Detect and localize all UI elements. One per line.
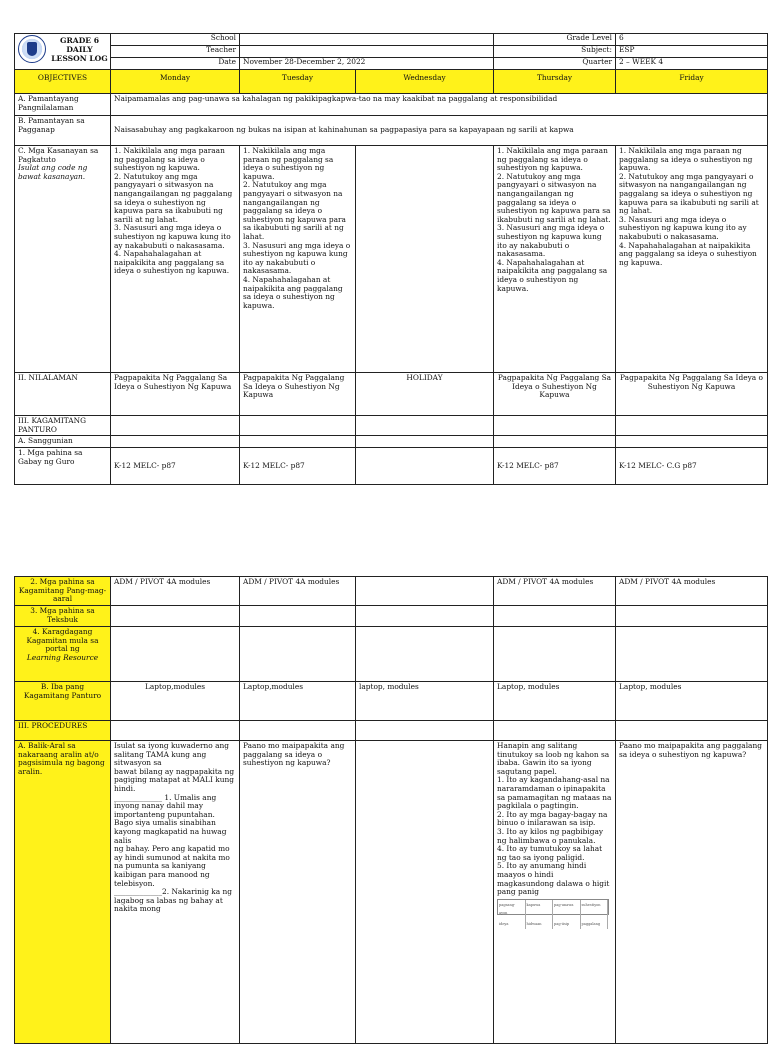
- kasanayan-friday: 1. Nakikilala ang mga paraan ng paggalang sa ideya o suhestiyon ng kapuwa. 2. Natutukoy ang mga pangyayari o sitwasyon na nangangailangan ng paggalang sa ideya o suhestiyon ng kapuwa para sa ikabubuti ng sarili at ng lahat. 3. Nasusuri ang mga ideya o suhestiyon ng kapuwa kung ito ay nakabubuti o nakasasama. 4. Napahahalagahan at naipakikita ang paggalang sa ideya o suhestiyon ng kapuwa.: [619, 146, 759, 267]
- date-value[interactable]: November 28-December 2, 2022: [240, 58, 494, 70]
- nilalaman-monday: Pagpapakita Ng Paggalang Sa Ideya o Suhestiyon Ng Kapuwa: [111, 373, 240, 416]
- row-balik-aral: [15, 741, 768, 1044]
- day-monday: Monday: [111, 70, 240, 94]
- kasanayan-note: Isulat ang code ng bawat kasanayan.: [18, 163, 88, 181]
- iba-thursday: Laptop, modules: [494, 682, 616, 721]
- cell-friday: [616, 146, 768, 373]
- teacher-value[interactable]: [240, 46, 494, 58]
- row-iba-pang-kagamitan: [15, 682, 768, 721]
- cell-monday: [111, 146, 240, 373]
- school-value[interactable]: [240, 34, 494, 46]
- day-tuesday: Tuesday: [240, 70, 356, 94]
- balik-friday: Paano mo maipapakita ang paggalang sa ideya o suhestiyon ng kapuwa?: [619, 741, 765, 759]
- row-kagamitang-mag-aaral: [15, 577, 768, 606]
- cell-monday: [111, 741, 240, 1044]
- nilalaman-thursday: Pagpapakita Ng Paggalang Sa Ideya o Suhestiyon Ng Kapuwa: [494, 373, 616, 416]
- iba-tuesday: Laptop,modules: [240, 682, 356, 721]
- row-label: A. Sanggunian: [15, 436, 111, 448]
- word-box-cell: pagsang-ayon: [498, 900, 526, 919]
- row-gabay-guro: [15, 448, 768, 485]
- word-box-cell: hidwaan: [526, 919, 554, 930]
- gabay-monday: K-12 MELC- p87: [111, 448, 240, 485]
- header-row-date: [15, 58, 768, 70]
- kag-monday: ADM / PIVOT 4A modules: [111, 577, 240, 606]
- row-nilalaman: [15, 373, 768, 416]
- word-box-cell: paggalang: [581, 919, 609, 930]
- balik-monday: Isulat sa iyong kuwaderno ang salitang TAMA kung ang sitwasyon sa bawat bilang ay nagpapakita ng pagiging matapat at MALI kung hindi. _____________ 1. Umalis ang inyong nanay dahil may importanteng pupuntahan. Bago siya umalis sinabihan kayong magkapatid na huwag aalis ng bahay. Pero ang kapatid mo ay hindi sumunod at nakita mo na pumunta sa kaniyang kaibigan para manood ng telebisyon. _____________2. Nakarinig ka ng lagabog sa labas ng bahay at nakita mong: [114, 741, 235, 914]
- row-label: B. Pamantayan sa Pagganap: [15, 116, 111, 146]
- objectives-header: OBJECTIVES: [15, 70, 111, 94]
- title-cell: [15, 34, 111, 70]
- karagdagang-label: 4. Karagdagang Kagamitan mula sa portal ng: [26, 627, 99, 654]
- cell-wednesday: [356, 741, 494, 1044]
- kasanayan-monday: 1. Nakikilala ang mga paraan ng paggalang sa ideya o suhestiyon ng kapuwa. 2. Natutukoy ang mga pangyayari o sitwasyon na nangangailangan ng paggalang sa ideya o suhestiyon ng kapuwa para sa ikabubuti ng sarili at ng lahat. 3. Nasusuri ang mga ideya o suhestiyon ng kapuwa kung ito ay nakabubuti o nakasasama. 4. Napahahalagahan at naipakikita ang paggalang sa ideya o suhestiyon ng kapuwa.: [114, 146, 233, 276]
- row-text: Naisasabuhay ang pagkakaroon ng bukas na isipan at kahinahunan sa pagpapasiya para sa kapayapaan ng sarili at kapwa: [111, 116, 768, 146]
- row-label: B. Iba pang Kagamitang Panturo: [15, 682, 111, 721]
- row-pamantayan-sa-pagganap: [15, 116, 768, 146]
- quarter-value[interactable]: 2 – WEEK 4: [616, 58, 768, 70]
- school-label: School: [111, 34, 240, 46]
- grade-level-value[interactable]: 6: [616, 34, 768, 46]
- row-label: 3. Mga pahina sa Teksbuk: [15, 606, 111, 627]
- kasanayan-label: C. Mga Kasanayan sa Pagkatuto: [18, 146, 99, 164]
- teacher-label: Teacher: [111, 46, 240, 58]
- day-wednesday: Wednesday: [356, 70, 494, 94]
- nilalaman-tuesday: Pagpapakita Ng Paggalang Sa Ideya o Suhestiyon Ng Kapuwa: [240, 373, 356, 416]
- cell-tuesday: [240, 741, 356, 1044]
- cell-tuesday: [240, 146, 356, 373]
- nilalaman-friday: Pagpapakita Ng Paggalang Sa Ideya o Suhestiyon Ng Kapuwa: [616, 373, 768, 416]
- days-row: [15, 70, 768, 94]
- row-kasanayan: [15, 146, 768, 373]
- header-row-teacher: [15, 46, 768, 58]
- cell-wednesday: [356, 146, 494, 373]
- grade-line: GRADE 6: [60, 36, 99, 45]
- log-title: DAILY LESSON LOG: [51, 45, 108, 63]
- iba-friday: Laptop, modules: [616, 682, 768, 721]
- lesson-log-table-page-2: [14, 576, 768, 1044]
- row-label: 2. Mga pahina sa Kagamitang Pang-mag-aaral: [15, 577, 111, 606]
- row-label: A. Balik-Aral sa nakaraang aralin at/o pagsisimula ng bagong aralin.: [15, 741, 111, 1044]
- lesson-log-table-page-1: [14, 33, 768, 485]
- gabay-thursday: K-12 MELC- p87: [494, 448, 616, 485]
- balik-thursday: Hanapin ang salitang tinutukoy sa loob ng kahon sa ibaba. Gawin ito sa iyong sagutang papel. 1. Ito ay kagandahang-asal na nararamdaman o ipinapakita sa pamamagitan ng mataas na pagkilala o pagtingin. 2. Ito ay mga bagay-bagay na binuo o inilarawan sa isip. 3. Ito ay kilos ng pagbibigay ng halimbawa o panukala. 4. Ito ay tumutukoy sa lahat ng tao sa iyong paligid. 5. Ito ay anumang hindi maayos o hindi magkasundong dalawa o higit pang panig: [497, 741, 612, 897]
- word-box-cell: ideya: [498, 919, 526, 930]
- row-label: [15, 627, 111, 682]
- subject-label: Subject:: [494, 46, 616, 58]
- word-box-cell: pag-iisip: [553, 919, 581, 930]
- kag-tuesday: ADM / PIVOT 4A modules: [240, 577, 356, 606]
- cell-thursday: [494, 146, 616, 373]
- cell-thursday: [494, 741, 616, 1044]
- nilalaman-wednesday: HOLIDAY: [356, 373, 494, 416]
- word-box-table: [497, 899, 609, 926]
- row-label: A. Pamantayang Pangnilalaman: [15, 94, 111, 116]
- date-label: Date: [111, 58, 240, 70]
- row-kagamitang-panturo: [15, 416, 768, 436]
- gabay-wednesday: [356, 448, 494, 485]
- iba-monday: Laptop,modules: [111, 682, 240, 721]
- row-procedures: [15, 721, 768, 741]
- day-friday: Friday: [616, 70, 768, 94]
- gabay-friday: K-12 MELC- C.G p87: [616, 448, 768, 485]
- quarter-label: Quarter: [494, 58, 616, 70]
- row-pamantayang-pangnilalaman: [15, 94, 768, 116]
- row-karagdagang-kagamitan: [15, 627, 768, 682]
- row-label: III. PROCEDURES: [15, 721, 111, 741]
- word-box-cell: pag-unawa: [553, 900, 581, 919]
- row-label: II. NILALAMAN: [15, 373, 111, 416]
- learning-resource-label: Learning Resource: [26, 652, 99, 662]
- gabay-tuesday: K-12 MELC- p87: [240, 448, 356, 485]
- deped-seal-icon: [18, 35, 46, 63]
- iba-wednesday: laptop, modules: [356, 682, 494, 721]
- kasanayan-thursday: 1. Nakikilala ang mga paraan ng paggalang sa ideya o suhestiyon ng kapuwa. 2. Natutukoy ang mga pangyayari o sitwasyon na nangangailangan ng paggalang sa ideya o suhestiyon ng kapuwa para sa ikabubuti ng sarili at ng lahat. 3. Nasusuri ang mga ideya o suhestiyon ng kapuwa kung ito ay nakabubuti o nakasasama. 4. Napahahalagahan at naipakikita ang paggalang sa ideya o suhestiyon ng kapuwa.: [497, 146, 611, 293]
- subject-value[interactable]: ESP: [616, 46, 768, 58]
- header-row-school: [15, 34, 768, 46]
- kag-wednesday: [356, 577, 494, 606]
- row-sanggunian: [15, 436, 768, 448]
- cell-friday: [616, 741, 768, 1044]
- day-thursday: Thursday: [494, 70, 616, 94]
- row-label: 1. Mga pahina sa Gabay ng Guro: [15, 448, 111, 485]
- row-text: Naipamamalas ang pag-unawa sa kahalagan ng pakikipagkapwa-tao na may kaakibat na paggalang at responsibilidad: [111, 94, 768, 116]
- kasanayan-tuesday: 1. Nakikilala ang mga paraan ng paggalang sa ideya o suhestiyon ng kapuwa. 2. Natutukoy ang mga pangyayari o sitwasyon na nangangailangan ng paggalang sa ideya o suhestiyon ng kapuwa para sa ikabubuti ng sarili at ng lahat. 3. Nasusuri ang mga ideya o suhestiyon ng kapuwa kung ito ay nakabubuti o nakasasama. 4. Napahahalagahan at naipakikita ang paggalang sa ideya o suhestiyon ng kapuwa.: [243, 146, 351, 310]
- row-teksbuk: [15, 606, 768, 627]
- word-box-cell: kapuwa: [526, 900, 554, 919]
- row-label: [15, 146, 111, 373]
- kag-friday: ADM / PIVOT 4A modules: [616, 577, 768, 606]
- word-box-cell: suhestiyon: [581, 900, 609, 919]
- row-label: III. KAGAMITANG PANTURO: [15, 416, 111, 436]
- grade-level-label: Grade Level: [494, 34, 616, 46]
- balik-tuesday: Paano mo maipapakita ang paggalang sa ideya o suhestiyon ng kapuwa?: [243, 741, 347, 768]
- kag-thursday: ADM / PIVOT 4A modules: [494, 577, 616, 606]
